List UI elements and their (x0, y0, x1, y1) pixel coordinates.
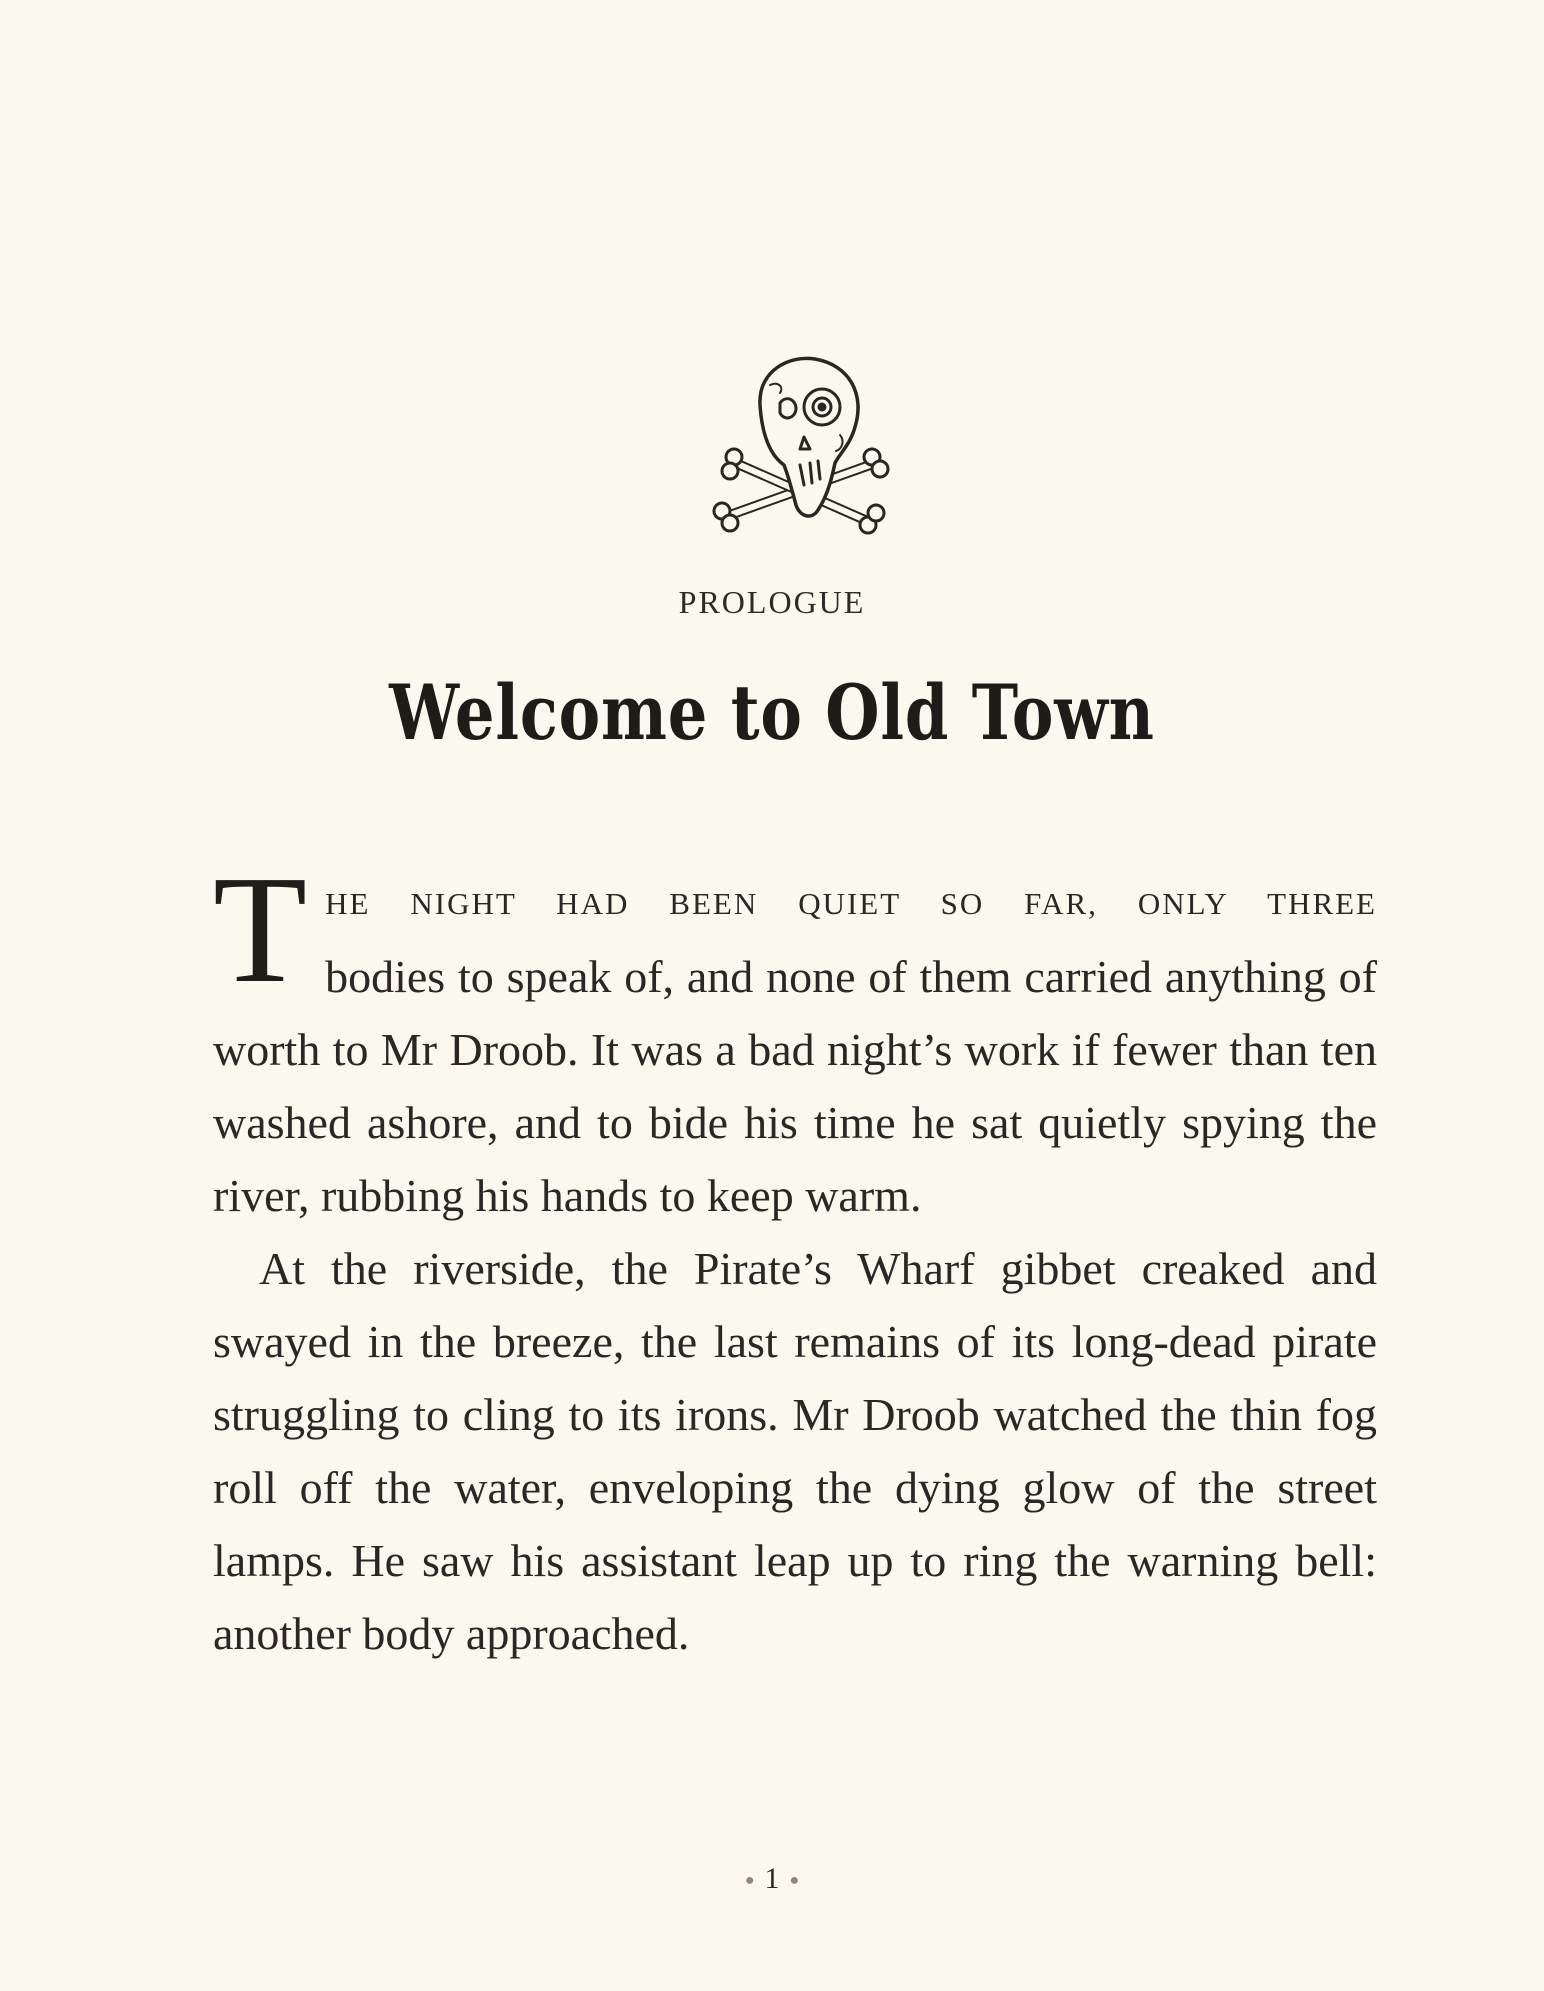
paragraph-1-text: bodies to speak of, and none of them carried anything of worth to Mr Droob. It was a bad night’s work if fewer than ten washed ashore, and to bide his time he sat quietly spying the river, rubbing his hands to keep warm. (213, 951, 1377, 1221)
body-text (213, 845, 1377, 1670)
paragraph-1 (213, 845, 1377, 1232)
drop-cap: T (213, 845, 308, 1015)
skull-crossbones-illustration (700, 345, 900, 545)
chapter-title: Welcome to Old Town (389, 668, 1155, 757)
page-number: 1 (764, 1862, 780, 1895)
skull-crossbones-icon (700, 345, 900, 545)
page-number-footer (0, 1862, 1544, 1896)
left-ornament-icon: ● (744, 1872, 755, 1890)
prologue-label: PROLOGUE (678, 584, 866, 620)
small-caps-lead-in: HE NIGHT HAD BEEN QUIET SO FAR, ONLY THREE (325, 886, 1377, 921)
paragraph-2: At the riverside, the Pirate’s Wharf gibbet creaked and swayed in the breeze, the last remains of its long-dead pirate struggling to cling to its irons. Mr Droob watched the thin fog roll off the water, enveloping the dying glow of the street lamps. He saw his assistant leap up to ring the warning bell: another body approached. (213, 1243, 1377, 1659)
right-ornament-icon: ● (789, 1872, 800, 1890)
